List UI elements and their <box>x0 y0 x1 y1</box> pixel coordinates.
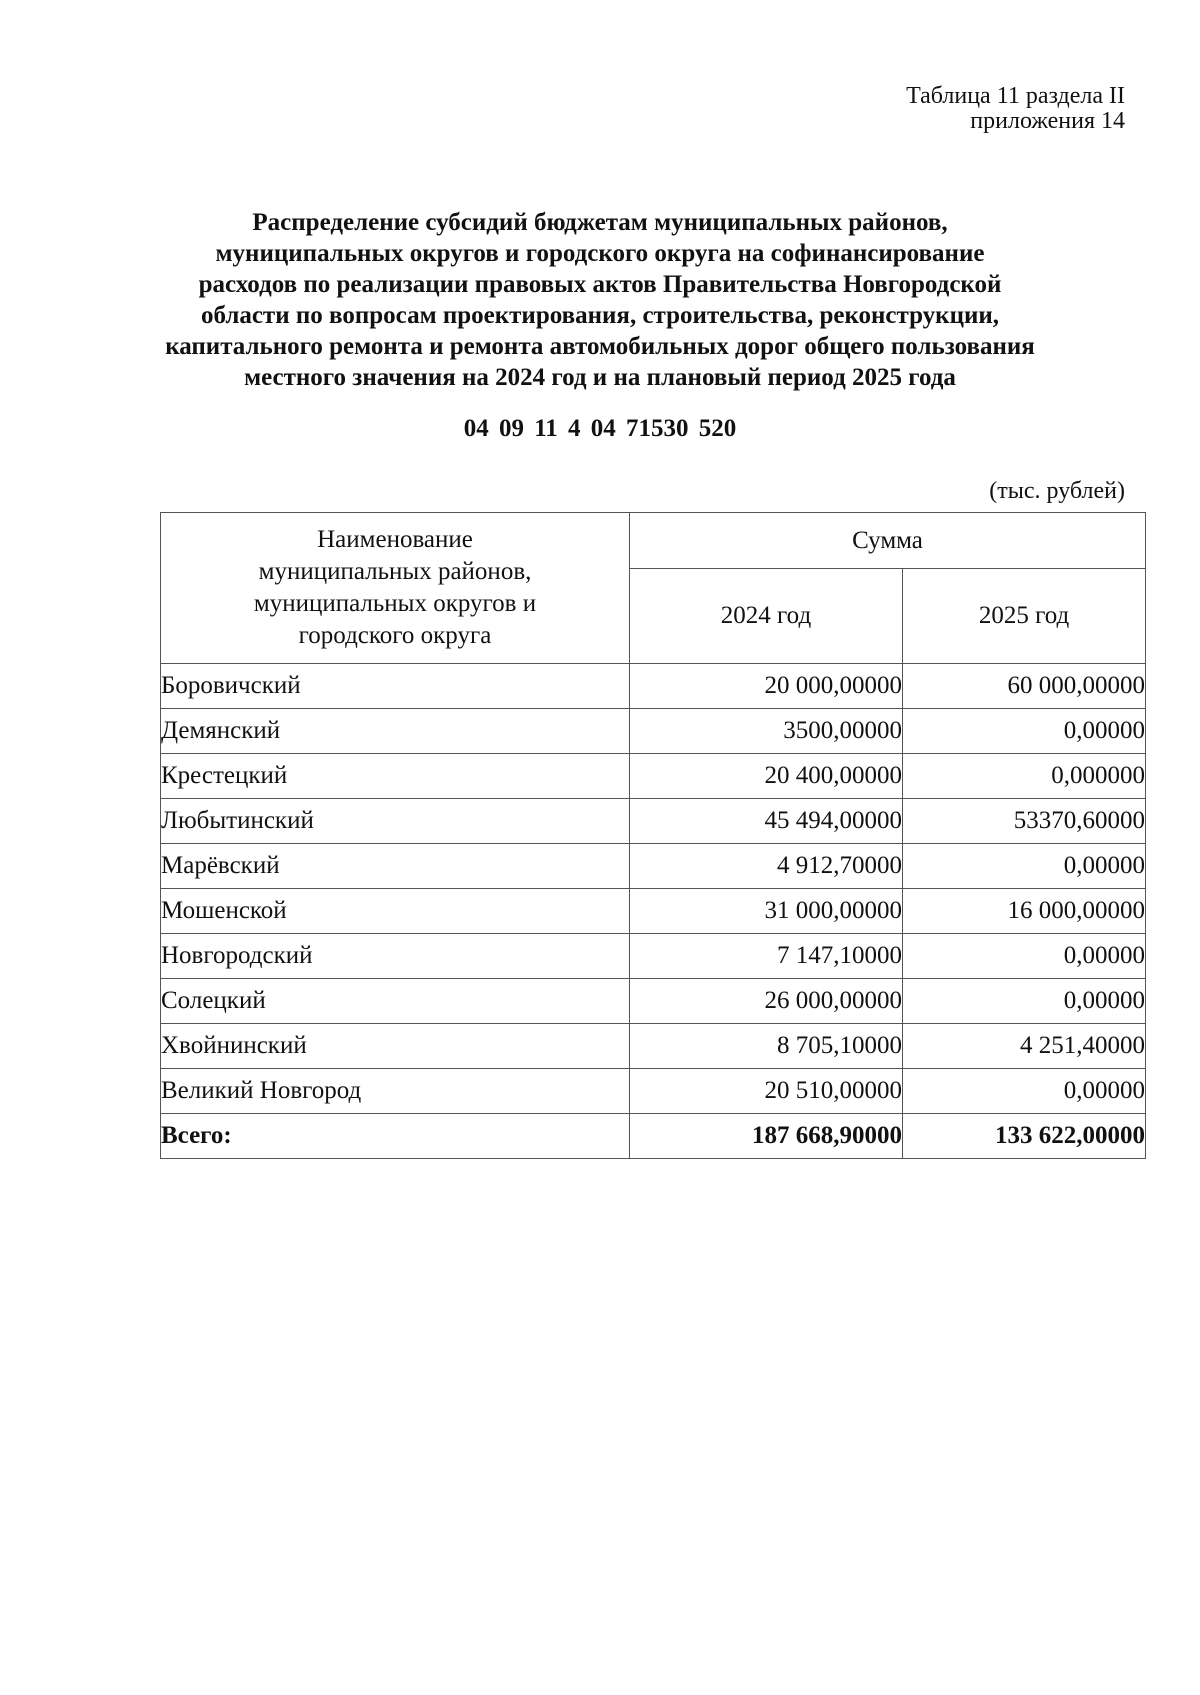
table-row <box>161 664 1146 709</box>
amount-2025: 4 251,40000 <box>903 1024 1146 1069</box>
table-row <box>161 1069 1146 1114</box>
title-line: капитального ремонта и ремонта автомобильных дорог общего пользования <box>165 333 1035 360</box>
year-2025-header: 2025 год <box>903 569 1146 664</box>
document-title <box>140 207 1060 393</box>
district-name: Боровичский <box>161 664 630 709</box>
table-reference-note <box>906 84 1125 134</box>
table-row <box>161 1024 1146 1069</box>
amount-2024: 20 510,00000 <box>630 1069 903 1114</box>
table-row <box>161 709 1146 754</box>
district-name: Крестецкий <box>161 754 630 799</box>
table-reference-line2: приложения 14 <box>970 108 1125 134</box>
district-name: Мошенской <box>161 889 630 934</box>
sum-column-header: Сумма <box>630 513 1146 569</box>
amount-2025: 0,00000 <box>903 844 1146 889</box>
year-2024-header: 2024 год <box>630 569 903 664</box>
total-2025: 133 622,00000 <box>903 1114 1146 1159</box>
amount-2025: 60 000,00000 <box>903 664 1146 709</box>
amount-2025: 53370,60000 <box>903 799 1146 844</box>
amount-2024: 31 000,00000 <box>630 889 903 934</box>
name-column-header <box>161 513 630 664</box>
amount-2024: 45 494,00000 <box>630 799 903 844</box>
budget-classification-code: 04 09 11 4 04 71530 520 <box>463 415 737 442</box>
district-name: Демянский <box>161 709 630 754</box>
name-header-line: муниципальных округов и <box>253 590 537 617</box>
name-header-line: городского округа <box>298 622 492 649</box>
amount-2024: 8 705,10000 <box>630 1024 903 1069</box>
district-name: Марёвский <box>161 844 630 889</box>
distribution-table <box>160 512 1146 1159</box>
amount-2024: 3500,00000 <box>630 709 903 754</box>
table-row <box>161 934 1146 979</box>
district-name: Солецкий <box>161 979 630 1024</box>
name-header-line: Наименование <box>317 526 473 553</box>
amount-2024: 4 912,70000 <box>630 844 903 889</box>
units-label: (тыс. рублей) <box>989 478 1125 504</box>
amount-2025: 16 000,00000 <box>903 889 1146 934</box>
table-reference-line1: Таблица 11 раздела II <box>906 83 1125 109</box>
amount-2025: 0,00000 <box>903 979 1146 1024</box>
table-row <box>161 799 1146 844</box>
title-line: Распределение субсидий бюджетам муниципальных районов, <box>252 209 948 236</box>
title-line: местного значения на 2024 год и на плановый период 2025 года <box>244 364 956 391</box>
district-name: Новгородский <box>161 934 630 979</box>
title-line: области по вопросам проектирования, строительства, реконструкции, <box>200 302 1000 329</box>
amount-2024: 26 000,00000 <box>630 979 903 1024</box>
title-line: муниципальных округов и городского округа на софинансирование <box>215 240 985 267</box>
amount-2024: 7 147,10000 <box>630 934 903 979</box>
district-name: Хвойнинский <box>161 1024 630 1069</box>
table-row <box>161 889 1146 934</box>
amount-2025: 0,00000 <box>903 709 1146 754</box>
title-line: расходов по реализации правовых актов Правительства Новгородской <box>198 271 1002 298</box>
amount-2024: 20 000,00000 <box>630 664 903 709</box>
table-row <box>161 754 1146 799</box>
amount-2025: 0,00000 <box>903 1069 1146 1114</box>
district-name: Великий Новгород <box>161 1069 630 1114</box>
total-label: Всего: <box>161 1114 630 1159</box>
amount-2024: 20 400,00000 <box>630 754 903 799</box>
district-name: Любытинский <box>161 799 630 844</box>
table-row <box>161 844 1146 889</box>
total-2024: 187 668,90000 <box>630 1114 903 1159</box>
name-header-line: муниципальных районов, <box>258 558 532 585</box>
total-row <box>161 1114 1146 1159</box>
amount-2025: 0,000000 <box>903 754 1146 799</box>
table-row <box>161 979 1146 1024</box>
amount-2025: 0,00000 <box>903 934 1146 979</box>
